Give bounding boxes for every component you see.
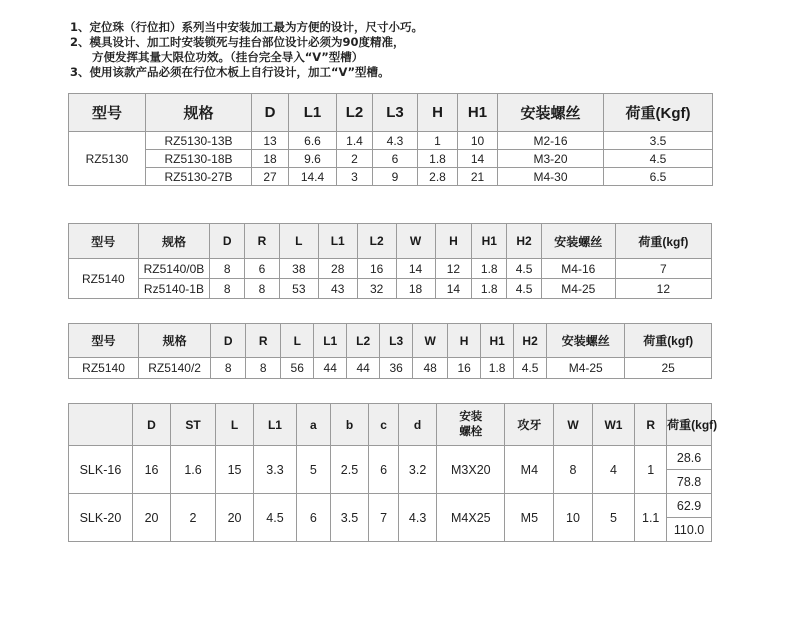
header-cell: d [398, 404, 436, 446]
header-cell: 规格 [139, 324, 211, 358]
table-cell: 14 [396, 259, 435, 279]
table-row [69, 150, 713, 168]
table-cell: 27 [252, 168, 289, 186]
header-cell: L2 [347, 324, 380, 358]
header-cell: H1 [472, 224, 507, 259]
header-cell: L [215, 404, 253, 446]
table-cell: 43 [318, 279, 357, 299]
table-cell: 25 [625, 358, 712, 379]
header-cell: L3 [380, 324, 413, 358]
table-cell: 6.5 [604, 168, 713, 186]
table-row [69, 168, 713, 186]
table-cell: 1.6 [171, 446, 216, 494]
table-header-row [69, 404, 712, 446]
header-cell: 安装螺丝 [541, 224, 615, 259]
table-cell: 4.5 [604, 150, 713, 168]
header-cell: b [330, 404, 368, 446]
table-cell: 6.6 [289, 132, 337, 150]
header-cell: H [418, 94, 458, 132]
table-cell: 4.3 [373, 132, 418, 150]
header-cell: R [635, 404, 667, 446]
table-cell: 1 [635, 446, 667, 494]
header-cell: 安装螺丝 [547, 324, 625, 358]
header-cell: L1 [314, 324, 347, 358]
header-cell: W1 [592, 404, 635, 446]
table-cell: 2.5 [330, 446, 368, 494]
header-cell: R [246, 324, 281, 358]
table-cell: 4.5 [514, 358, 547, 379]
table-cell: 28 [318, 259, 357, 279]
table-cell: 8 [245, 279, 280, 299]
table-cell: M2-16 [498, 132, 604, 150]
table-cell: 20 [215, 494, 253, 542]
note-3: 3、使用该款产品必须在行位木板上自行设计，加工“V”型槽。 [70, 65, 390, 79]
header-cell: H2 [514, 324, 547, 358]
table-cell: 12 [435, 259, 472, 279]
header-cell: H1 [481, 324, 514, 358]
header-cell: R [245, 224, 280, 259]
model-cell: SLK-20 [69, 494, 133, 542]
table-header-row [69, 324, 712, 358]
model-cell: RZ5140 [69, 358, 139, 379]
table-cell: 14 [458, 150, 498, 168]
table-cell: Rz5140-1B [138, 279, 210, 299]
table-cell: 15 [215, 446, 253, 494]
table-cell: 3.2 [398, 446, 436, 494]
model-cell: SLK-16 [69, 446, 133, 494]
header-cell: W [396, 224, 435, 259]
header-cell: 荷重(kgf) [615, 224, 711, 259]
table-cell: 44 [347, 358, 380, 379]
table-cell: 9.6 [289, 150, 337, 168]
header-cell: H [435, 224, 472, 259]
table-cell: 3.5 [330, 494, 368, 542]
table-cell: M4X25 [437, 494, 505, 542]
table-header-row [69, 94, 713, 132]
table-cell: 10 [458, 132, 498, 150]
table-cell: 5 [592, 494, 635, 542]
table-cell: RZ5140/2 [139, 358, 211, 379]
table-cell: 3.3 [254, 446, 297, 494]
table-row [69, 259, 712, 279]
load-cell: 28.6 [667, 446, 712, 470]
header-cell: H [448, 324, 481, 358]
header-cell: L1 [318, 224, 357, 259]
header-cell: 规格 [146, 94, 252, 132]
header-cell: L [279, 224, 318, 259]
header-cell: 规格 [138, 224, 210, 259]
table-cell: 10 [554, 494, 592, 542]
header-cell: L1 [254, 404, 297, 446]
header-cell: L1 [289, 94, 337, 132]
table-cell: 32 [357, 279, 396, 299]
header-cell: ST [171, 404, 216, 446]
table-cell: M4-30 [498, 168, 604, 186]
table-cell: M3X20 [437, 446, 505, 494]
table-cell: 18 [396, 279, 435, 299]
table-cell: M4-16 [541, 259, 615, 279]
table-cell: 4.5 [254, 494, 297, 542]
table-cell: 1.8 [418, 150, 458, 168]
table-row [69, 358, 712, 379]
table-header-row [69, 224, 712, 259]
model-cell: RZ5130 [69, 132, 146, 186]
table-cell: M4-25 [547, 358, 625, 379]
table-cell: 8 [211, 358, 246, 379]
table-cell: 13 [252, 132, 289, 150]
table-cell: 36 [380, 358, 413, 379]
note-2-continued: 方便发挥其量大限位功效。（挂台完全导入“V”型槽） [92, 50, 364, 64]
header-cell: a [296, 404, 330, 446]
table-cell: 1.4 [337, 132, 373, 150]
table-cell: 2 [337, 150, 373, 168]
header-cell: 安装螺丝 [498, 94, 604, 132]
table-cell: 6 [245, 259, 280, 279]
header-cell: D [252, 94, 289, 132]
table-cell: RZ5130-27B [146, 168, 252, 186]
header-cell: L2 [357, 224, 396, 259]
table-row [69, 446, 712, 470]
table-cell: 2 [171, 494, 216, 542]
header-cell [69, 404, 133, 446]
table-cell: M4-25 [541, 279, 615, 299]
load-cell: 78.8 [667, 470, 712, 494]
table-cell: 48 [413, 358, 448, 379]
header-cell: L3 [373, 94, 418, 132]
header-cell: H2 [507, 224, 542, 259]
table-cell: 8 [554, 446, 592, 494]
header-cell: 荷重(Kgf) [604, 94, 713, 132]
header-cell: 安装 螺栓 [437, 404, 505, 446]
header-cell: W [554, 404, 592, 446]
load-cell: 110.0 [667, 518, 712, 542]
header-cell: D [211, 324, 246, 358]
header-cell: 荷重(kgf) [625, 324, 712, 358]
header-cell: 型号 [69, 324, 139, 358]
table-cell: 16 [357, 259, 396, 279]
table-cell: 4.3 [398, 494, 436, 542]
table-cell: 56 [281, 358, 314, 379]
note-2: 2、模具设计、加工时安装锁死与挂台部位设计必须为90度精准， [70, 35, 405, 49]
table-cell: 9 [373, 168, 418, 186]
table-cell: 7 [615, 259, 711, 279]
table-cell: 5 [296, 446, 330, 494]
header-cell: 型号 [69, 94, 146, 132]
header-cell: L [281, 324, 314, 358]
table-cell: 18 [252, 150, 289, 168]
table-cell: 38 [279, 259, 318, 279]
spec-table-rz5140-2 [68, 323, 712, 379]
table-cell: M4 [505, 446, 554, 494]
table-cell: 7 [369, 494, 399, 542]
table-cell: 20 [132, 494, 170, 542]
header-cell: D [210, 224, 245, 259]
table-row [69, 279, 712, 299]
table-cell: 21 [458, 168, 498, 186]
table-cell: RZ5130-13B [146, 132, 252, 150]
table-cell: 16 [132, 446, 170, 494]
table-cell: 1.8 [481, 358, 514, 379]
table-cell: 6 [373, 150, 418, 168]
table-cell: 44 [314, 358, 347, 379]
table-cell: 1 [418, 132, 458, 150]
table-cell: 6 [296, 494, 330, 542]
table-cell: 4 [592, 446, 635, 494]
header-cell: H1 [458, 94, 498, 132]
table-cell: 12 [615, 279, 711, 299]
load-cell: 62.9 [667, 494, 712, 518]
header-cell: 型号 [69, 224, 139, 259]
table-cell: 1.8 [472, 279, 507, 299]
table-cell: M5 [505, 494, 554, 542]
table-cell: 1.1 [635, 494, 667, 542]
table-cell: 6 [369, 446, 399, 494]
table-cell: 16 [448, 358, 481, 379]
table-cell: 4.5 [507, 259, 542, 279]
table-cell: 3.5 [604, 132, 713, 150]
table-cell: 2.8 [418, 168, 458, 186]
header-cell: D [132, 404, 170, 446]
table-cell: 4.5 [507, 279, 542, 299]
table-cell: 14.4 [289, 168, 337, 186]
model-cell: RZ5140 [69, 259, 139, 299]
table-row [69, 132, 713, 150]
header-cell: L2 [337, 94, 373, 132]
table-cell: 1.8 [472, 259, 507, 279]
header-cell: W [413, 324, 448, 358]
note-1: 1、定位珠（行位扣）系列当中安装加工最为方便的设计，尺寸小巧。 [70, 20, 423, 34]
spec-table-slk [68, 403, 718, 542]
header-cell: c [369, 404, 399, 446]
table-cell: 14 [435, 279, 472, 299]
spec-table-rz5140 [68, 223, 712, 299]
table-cell: RZ5130-18B [146, 150, 252, 168]
table-cell: RZ5140/0B [138, 259, 210, 279]
table-cell: 8 [246, 358, 281, 379]
notes-block [70, 20, 750, 80]
table-cell: 8 [210, 259, 245, 279]
table-cell: 3 [337, 168, 373, 186]
header-cell: 攻牙 [505, 404, 554, 446]
header-cell: 荷重(kgf) [667, 404, 712, 446]
table-cell: 8 [210, 279, 245, 299]
spec-table-rz5130 [68, 93, 713, 186]
table-cell: 53 [279, 279, 318, 299]
table-row [69, 494, 712, 518]
table-cell: M3-20 [498, 150, 604, 168]
